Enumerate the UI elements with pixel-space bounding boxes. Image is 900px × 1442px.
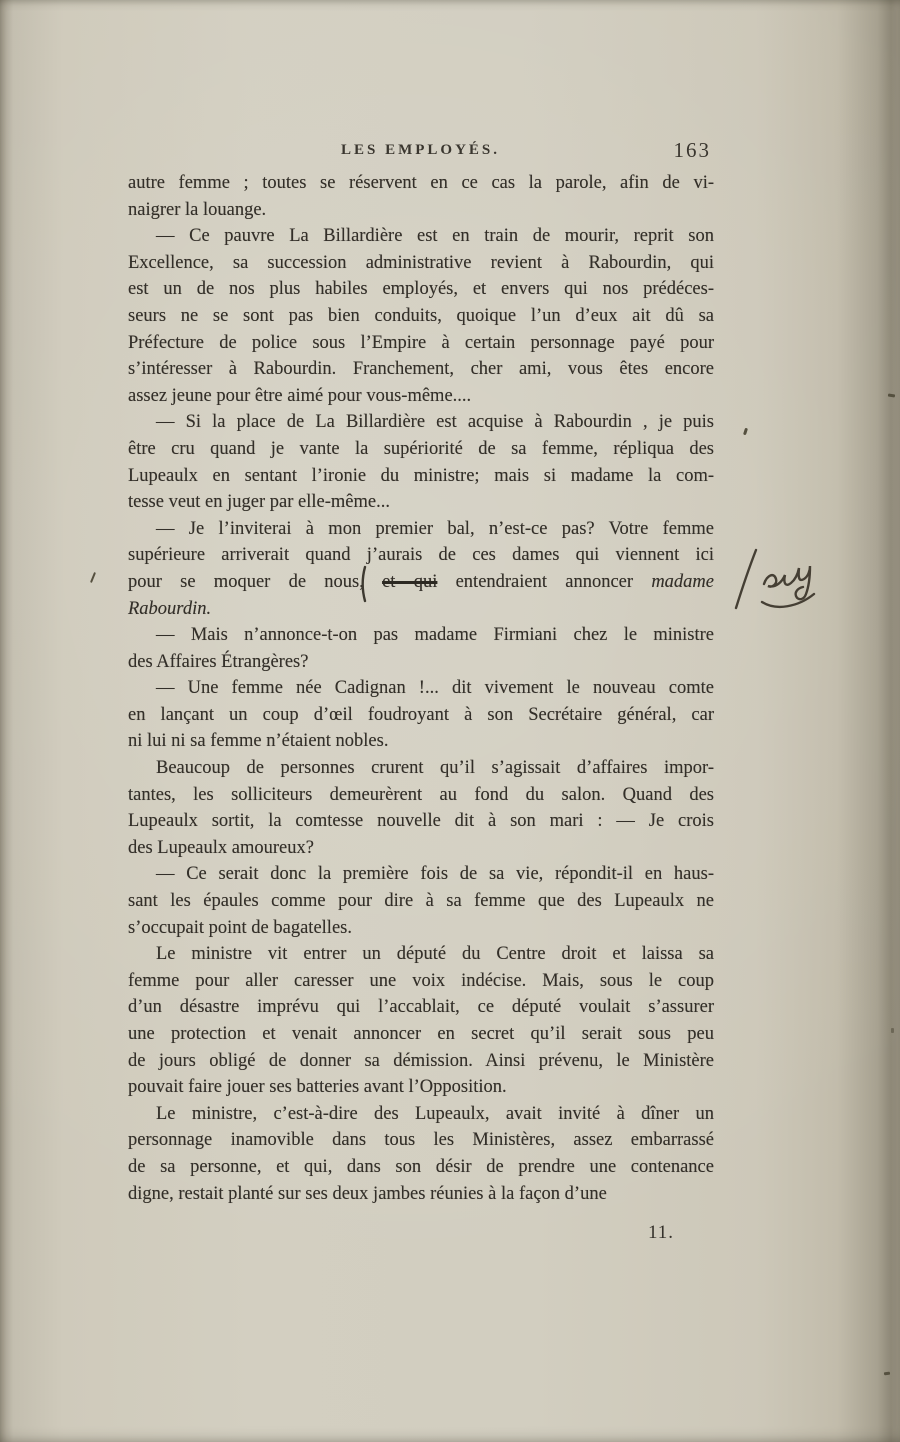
- text-run: — Je l’inviterai à mon premier bal, n’est-ce pas? Votre femme: [156, 518, 714, 539]
- text-run: Excellence, sa succession administrative revient à Rabourdin, qui: [128, 252, 714, 273]
- scan-speckle: [743, 428, 748, 436]
- scan-speckle: [891, 1028, 894, 1033]
- text-line: [128, 1101, 714, 1128]
- text-run: personnage inamovible dans tous les Ministères, assez embarrassé: [128, 1130, 714, 1151]
- text-run: des Affaires Étrangères?: [128, 651, 309, 672]
- text-line: [128, 994, 714, 1021]
- text-run: d’un désastre imprévu qui l’accablait, ce député voulait s’assurer: [128, 997, 714, 1018]
- text-line: [128, 755, 714, 782]
- struck-text: et qui: [382, 571, 438, 592]
- scan-speckle: [888, 394, 895, 398]
- italic-text: Rabourdin.: [128, 598, 212, 619]
- text-run: — Mais n’annonce-t-on pas madame Firmiani chez le ministre: [156, 625, 714, 646]
- paragraph: [128, 861, 714, 941]
- text-run: de sa personne, et qui, dans son désir de prendre une contenance: [128, 1156, 714, 1177]
- text-run: Le ministre vit entrer un député du Centre droit et laissa sa: [156, 944, 714, 965]
- text-run: naigrer la louange.: [128, 199, 267, 220]
- text-line: [128, 516, 714, 543]
- text-run: entendraient annoncer: [437, 571, 652, 592]
- text-run: supérieure arriverait quand j’aurais de ces dames qui viennent ici: [128, 545, 714, 566]
- text-line: [128, 835, 714, 862]
- paragraph: [128, 755, 714, 861]
- text-line: [128, 1127, 714, 1154]
- text-run: — Si la place de La Billardière est acquise à Rabourdin , je puis: [156, 412, 714, 433]
- text-line: [128, 223, 714, 250]
- text-run: tantes, les solliciteurs demeurèrent au fond du salon. Quand des: [128, 784, 714, 805]
- text-line: [128, 888, 714, 915]
- text-line: [128, 675, 714, 702]
- text-line: [128, 356, 714, 383]
- paragraph: [128, 1101, 714, 1207]
- text-line: [128, 250, 714, 277]
- text-line: [128, 330, 714, 357]
- text-line: [128, 808, 714, 835]
- text-line: [128, 968, 714, 995]
- text-line: [128, 276, 714, 303]
- text-run: pouvait faire jouer ses batteries avant l’Opposition.: [128, 1077, 507, 1098]
- text-run: Beaucoup de personnes crurent qu’il s’agissait d’affaires impor-: [156, 758, 714, 779]
- text-run: être cru quand je vante la supériorité de sa femme, répliqua des: [128, 438, 714, 459]
- paragraph: [128, 409, 714, 515]
- text-run: digne, restait planté sur ses deux jambes réunies à la façon d’une: [128, 1183, 607, 1204]
- text-line: [128, 596, 714, 623]
- handwritten-margin-annotation: [728, 546, 828, 624]
- text-run: en lançant un coup d’œil foudroyant à son Secrétaire général, car: [128, 704, 714, 725]
- text-run: ni lui ni sa femme n’étaient nobles.: [128, 731, 389, 752]
- text-line: [128, 197, 714, 224]
- paragraph: [128, 941, 714, 1101]
- text-run: — Ce pauvre La Billardière est en train de mourir, reprit son: [156, 226, 714, 247]
- text-run: une protection et venait annoncer en secret qu’il serait sous peu: [128, 1024, 714, 1044]
- text-run: Le ministre, c’est-à-dire des Lupeaulx, avait invité à dîner un: [156, 1103, 714, 1124]
- text-run: Préfecture de police sous l’Empire à certain personnage payé pour: [128, 332, 714, 353]
- text-run: autre femme ; toutes se réservent en ce cas la parole, afin de vi-: [128, 173, 714, 193]
- text-line: [128, 489, 714, 516]
- text-line: [128, 409, 714, 436]
- scan-speckle: [884, 1372, 890, 1376]
- text-block: [128, 170, 714, 1207]
- text-run: des Lupeaulx amoureux?: [128, 837, 314, 858]
- signature-mark: 11.: [648, 1222, 675, 1243]
- paragraph: [128, 675, 714, 755]
- scan-speckle: [90, 572, 96, 583]
- text-line: [128, 542, 714, 569]
- text-run: pour se moquer de nous,: [128, 571, 383, 592]
- text-line: [128, 1048, 714, 1075]
- text-run: seurs ne se sont pas bien conduits, quoique l’un d’eux ait dû sa: [128, 305, 714, 326]
- text-line: [128, 861, 714, 888]
- paragraph: [128, 223, 714, 409]
- text-line: [128, 649, 714, 676]
- text-line: [128, 915, 714, 942]
- running-title: LES EMPLOYÉS.: [340, 142, 501, 158]
- text-run: de jours obligé de donner sa démission. Ainsi prévenu, le Ministère: [128, 1050, 714, 1071]
- text-run: assez jeune pour être aimé pour vous-même....: [128, 385, 472, 406]
- text-line: [128, 436, 714, 463]
- text-line: [128, 569, 714, 596]
- text-line: [128, 1074, 714, 1101]
- text-line: [128, 1181, 714, 1208]
- text-run: Lupeaulx en sentant l’ironie du ministre; mais si madame la com-: [128, 465, 714, 486]
- text-run: est un de nos plus habiles employés, et envers qui nos prédéces-: [128, 279, 714, 300]
- text-run: Lupeaulx sortit, la comtesse nouvelle dit à son mari : — Je crois: [128, 811, 714, 832]
- text-line: [128, 463, 714, 490]
- page-header: [128, 138, 713, 172]
- paragraph: [128, 516, 714, 622]
- insertion-caret-mark: [352, 564, 376, 604]
- paragraph: [128, 622, 714, 675]
- text-line: [128, 1154, 714, 1181]
- text-line: [128, 303, 714, 330]
- text-run: sant les épaules comme pour dire à sa femme que des Lupeaulx ne: [128, 891, 714, 912]
- page-number: 163: [673, 138, 711, 162]
- text-line: [128, 728, 714, 755]
- text-run: — Ce serait donc la première fois de sa vie, répondit-il en haus-: [156, 864, 714, 885]
- text-run: femme pour aller caresser une voix indécise. Mais, sous le coup: [128, 970, 714, 991]
- text-line: [128, 622, 714, 649]
- paragraph: [128, 170, 714, 223]
- text-run: tesse veut en juger par elle-même...: [128, 492, 390, 513]
- text-run: s’occupait point de bagatelles.: [128, 917, 352, 938]
- text-line: [128, 702, 714, 729]
- italic-text: madame: [651, 571, 714, 592]
- text-line: [128, 941, 714, 968]
- text-line: [128, 782, 714, 809]
- text-run: s’intéresser à Rabourdin. Franchement, cher ami, vous êtes encore: [128, 359, 714, 380]
- text-run: — Une femme née Cadignan !... dit vivement le nouveau comte: [156, 678, 714, 699]
- text-line: [128, 1021, 714, 1048]
- text-line: [128, 170, 714, 197]
- text-line: [128, 383, 714, 410]
